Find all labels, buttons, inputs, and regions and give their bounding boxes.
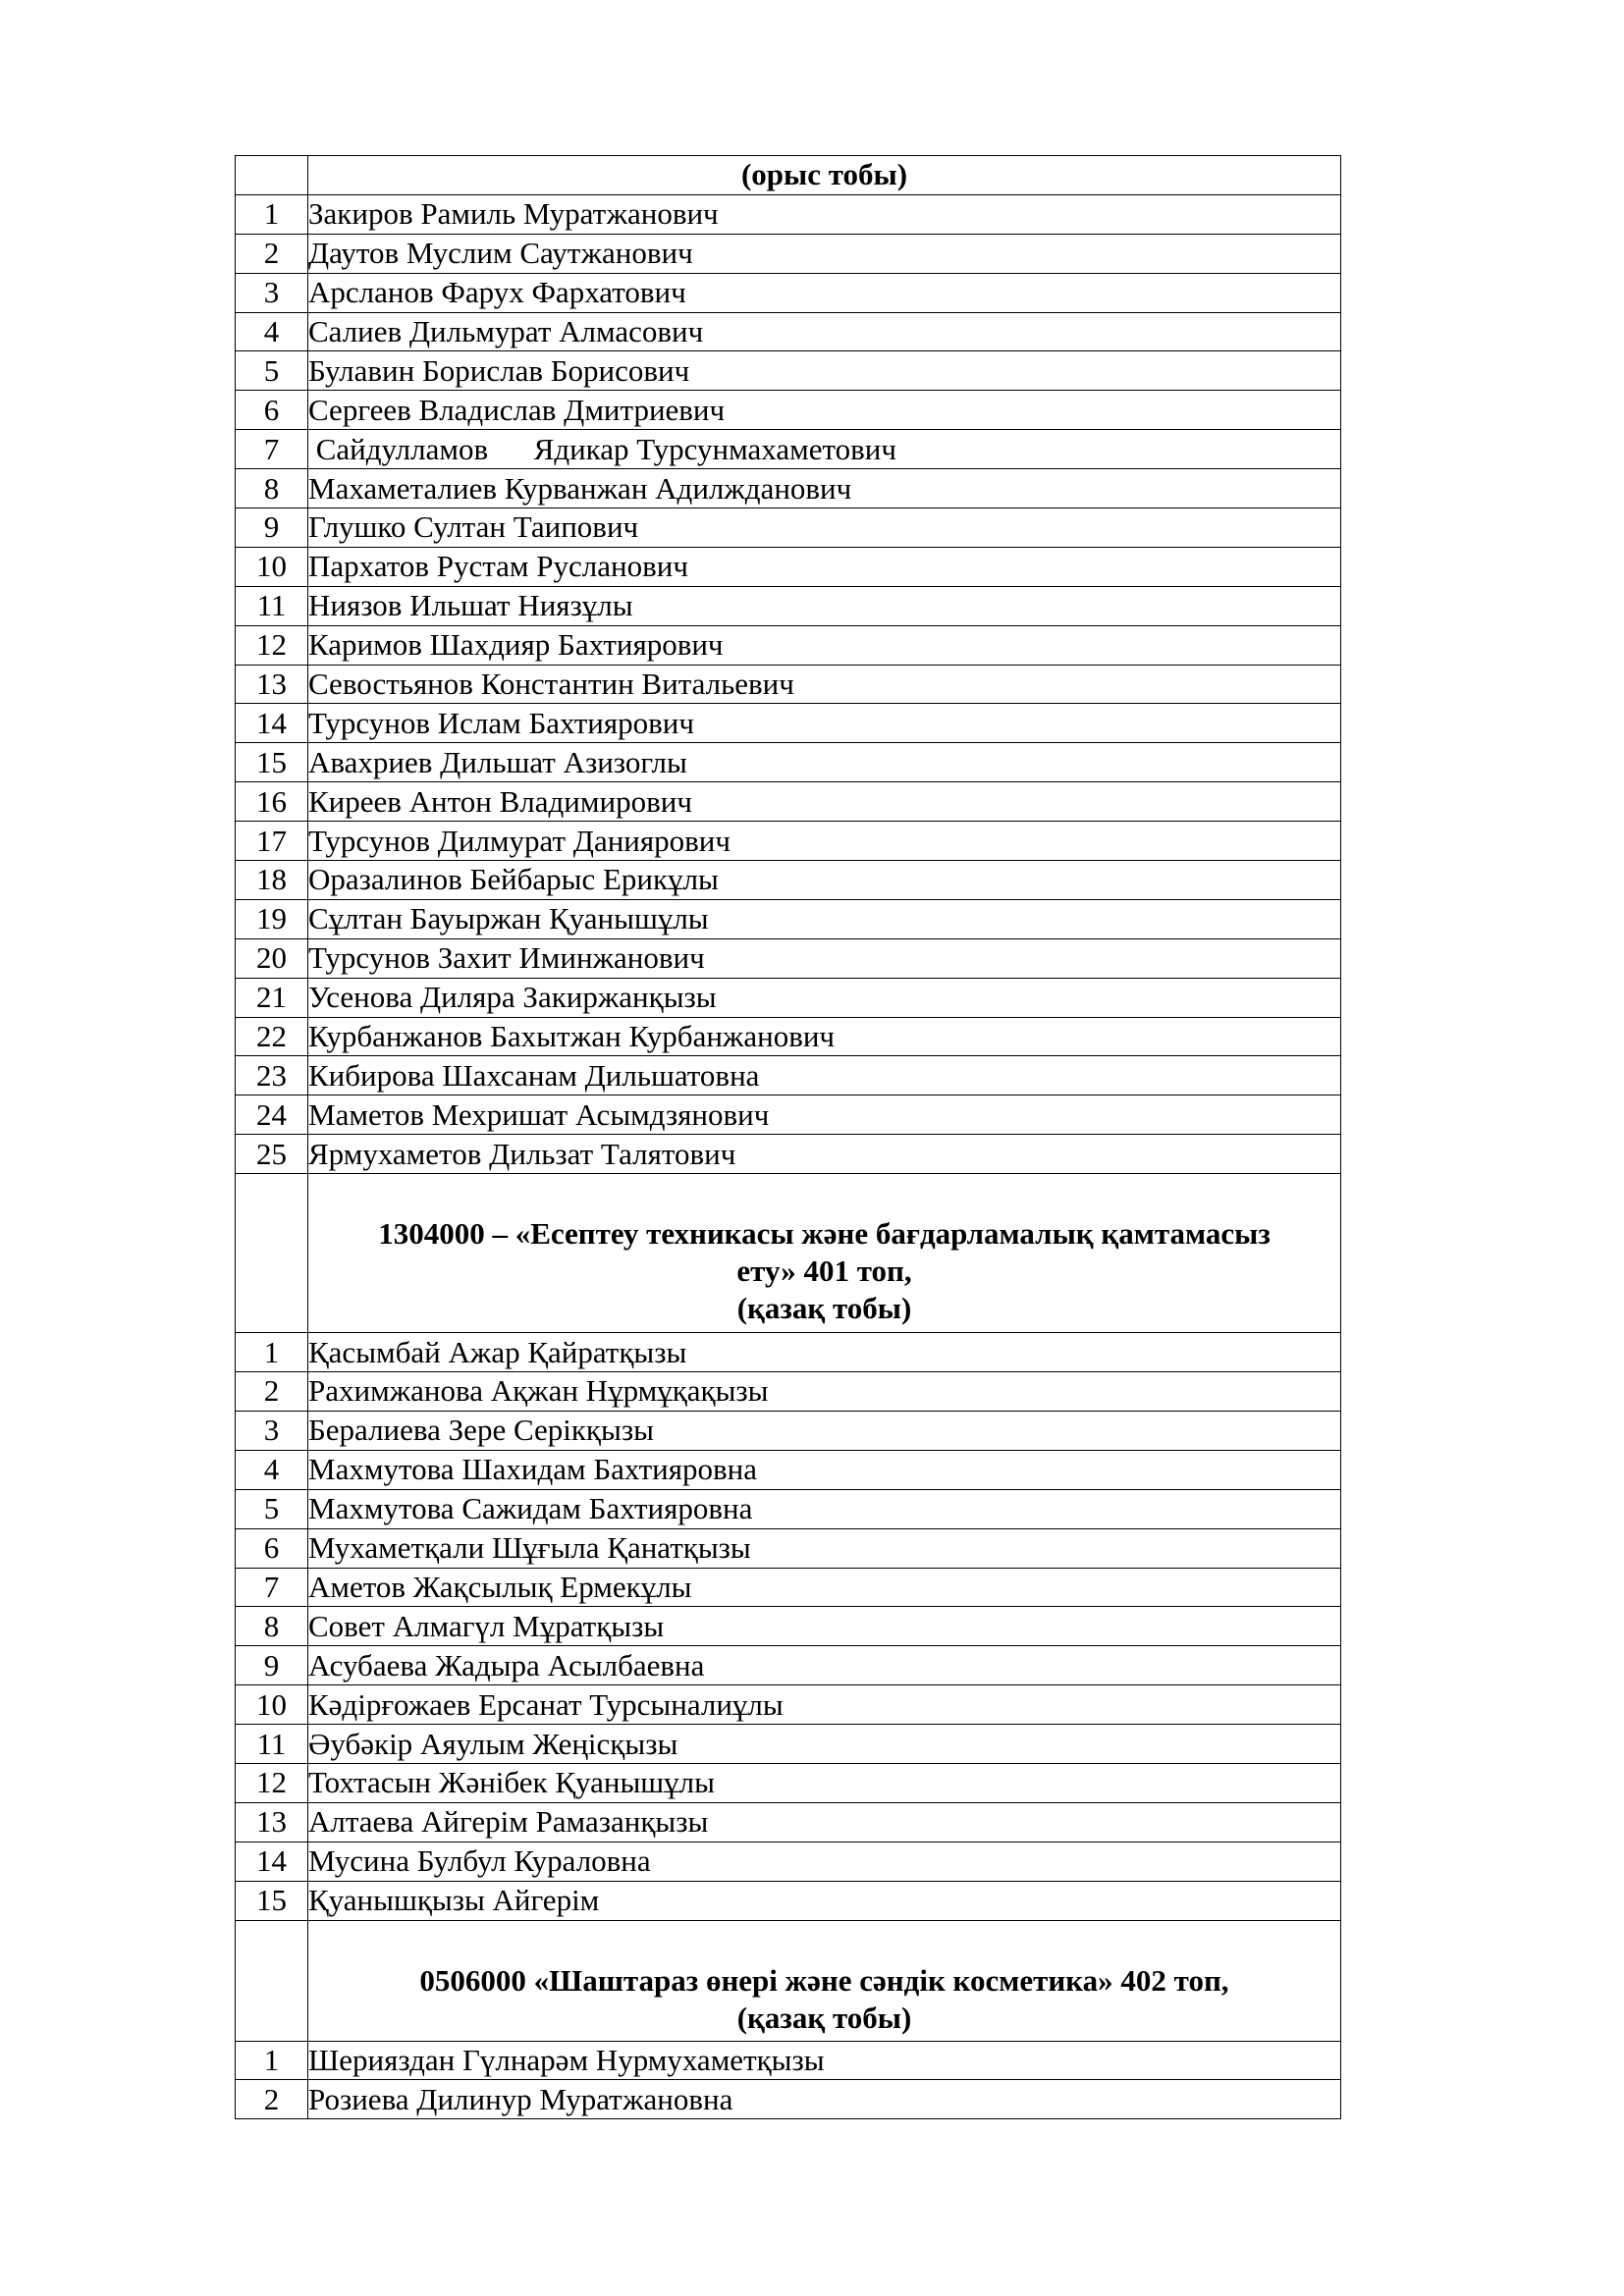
row-number: 9 [236, 1646, 308, 1685]
row-number: 9 [236, 508, 308, 548]
table-row [236, 1607, 1341, 1646]
student-name: Турсунов Ислам Бахтиярович [308, 704, 1341, 743]
section-heading-line: 0506000 «Шаштараз өнері және сәндік косметика» 402 топ, [419, 1962, 1229, 1998]
heading-number-cell [236, 1174, 308, 1333]
section-heading [308, 156, 1341, 195]
table-row [236, 312, 1341, 351]
row-number: 7 [236, 430, 308, 469]
student-name: Мухаметқали Шұғыла Қанатқызы [308, 1528, 1341, 1568]
table-row [236, 1017, 1341, 1056]
student-name: Қасымбай Ажар Қайратқызы [308, 1333, 1341, 1372]
student-name: Асубаева Жадыра Асылбаевна [308, 1646, 1341, 1685]
student-name: Бералиева Зере Серікқызы [308, 1411, 1341, 1450]
student-name: Оразалинов Бейбарыс Ерикұлы [308, 861, 1341, 900]
roster-body [236, 156, 1341, 2119]
row-number: 24 [236, 1095, 308, 1135]
student-name: Усенова Диляра Закиржанқызы [308, 978, 1341, 1017]
table-row [236, 1489, 1341, 1528]
student-name: Махаметалиев Курванжан Адилжданович [308, 469, 1341, 508]
table-row [236, 743, 1341, 782]
table-row [236, 1135, 1341, 1174]
table-row [236, 1842, 1341, 1881]
row-number: 23 [236, 1056, 308, 1095]
table-row [236, 1568, 1341, 1607]
student-name: Турсунов Захит Иминжанович [308, 938, 1341, 978]
table-row [236, 899, 1341, 938]
row-number: 1 [236, 2041, 308, 2080]
row-number: 1 [236, 1333, 308, 1372]
table-row [236, 194, 1341, 234]
table-row [236, 469, 1341, 508]
row-number: 8 [236, 469, 308, 508]
row-number: 17 [236, 822, 308, 861]
table-row [236, 547, 1341, 586]
row-number: 10 [236, 547, 308, 586]
student-name: Розиева Дилинур Муратжановна [308, 2080, 1341, 2119]
student-name: Ярмухаметов Дильзат Талятович [308, 1135, 1341, 1174]
row-number: 19 [236, 899, 308, 938]
section-heading [308, 1920, 1341, 2041]
row-number: 14 [236, 1842, 308, 1881]
row-number: 12 [236, 1763, 308, 1802]
student-name: Даутов Муслим Саутжанович [308, 234, 1341, 273]
table-row [236, 391, 1341, 430]
table-row [236, 1725, 1341, 1764]
student-name: Мусина Булбул Куралoвна [308, 1842, 1341, 1881]
row-number: 4 [236, 1450, 308, 1489]
row-number: 20 [236, 938, 308, 978]
student-name: Закиров Рамиль Муратжанович [308, 194, 1341, 234]
student-name: Сұлтан Бауыржан Қуанышұлы [308, 899, 1341, 938]
table-row [236, 1802, 1341, 1842]
row-number: 6 [236, 1528, 308, 1568]
row-number: 11 [236, 586, 308, 625]
student-name: Шерияздан Гүлнарәм Нурмухаметқызы [308, 2041, 1341, 2080]
row-number: 21 [236, 978, 308, 1017]
table-row [236, 978, 1341, 1017]
table-row [236, 351, 1341, 391]
student-name: Совет Алмагүл Мұратқызы [308, 1607, 1341, 1646]
section-heading [308, 1174, 1341, 1333]
row-number: 3 [236, 273, 308, 312]
table-row [236, 1685, 1341, 1725]
row-number: 2 [236, 2080, 308, 2119]
row-number: 12 [236, 625, 308, 665]
table-row [236, 1372, 1341, 1412]
row-number: 18 [236, 861, 308, 900]
section-heading-row [236, 1920, 1341, 2041]
table-row [236, 665, 1341, 704]
student-name: Булавин Борислав Борисович [308, 351, 1341, 391]
student-name: Махмутова Сажидам Бахтияровна [308, 1489, 1341, 1528]
table-row [236, 234, 1341, 273]
section-heading-line: (қазақ тобы) [736, 2000, 912, 2035]
table-row [236, 508, 1341, 548]
student-name: Кәдірғожаев Ерсанат Турсыналиұлы [308, 1685, 1341, 1725]
section-heading-line: 1304000 – «Есептеу техникасы және бағдарламалық қамтамасыз [378, 1215, 1271, 1251]
row-number: 13 [236, 665, 308, 704]
section-heading-line: (орыс тобы) [740, 157, 908, 192]
student-name: Авахриев Дильшат Азизоглы [308, 743, 1341, 782]
student-name: Әубәкір Аяулым Жеңісқызы [308, 1725, 1341, 1764]
student-name: Қуанышқызы Айгерім [308, 1881, 1341, 1920]
table-row [236, 1450, 1341, 1489]
student-name: Махмутова Шахидам Бахтияровна [308, 1450, 1341, 1489]
row-number: 7 [236, 1568, 308, 1607]
student-name: Салиев Дильмурат Алмасович [308, 312, 1341, 351]
row-number: 14 [236, 704, 308, 743]
student-name: Курбанжанов Бахытжан Курбанжанович [308, 1017, 1341, 1056]
student-name: Ниязов Ильшат Ниязұлы [308, 586, 1341, 625]
row-number: 10 [236, 1685, 308, 1725]
student-name: Маметов Мехришат Асымдзянович [308, 1095, 1341, 1135]
table-row [236, 1333, 1341, 1372]
table-row [236, 1528, 1341, 1568]
row-number: 15 [236, 743, 308, 782]
row-number: 2 [236, 1372, 308, 1412]
student-name: Аметов Жақсылық Ермекұлы [308, 1568, 1341, 1607]
table-row [236, 625, 1341, 665]
student-name: Глушко Султан Таипович [308, 508, 1341, 548]
section-heading-line: ету» 401 топ, [736, 1253, 912, 1288]
row-number: 5 [236, 351, 308, 391]
row-number: 8 [236, 1607, 308, 1646]
section-heading-line: (қазақ тобы) [736, 1290, 912, 1325]
table-row [236, 1095, 1341, 1135]
student-name: Алтаева Айгерім Рамазанқызы [308, 1802, 1341, 1842]
table-row [236, 1763, 1341, 1802]
student-name: Кибирова Шахсанам Дильшатовна [308, 1056, 1341, 1095]
student-name: Каримов Шахдияр Бахтиярович [308, 625, 1341, 665]
student-name: Сайдулламов Ядикар Турсунмахаметович [308, 430, 1341, 469]
table-row [236, 273, 1341, 312]
row-number: 11 [236, 1725, 308, 1764]
table-row [236, 586, 1341, 625]
table-row [236, 782, 1341, 822]
table-row [236, 822, 1341, 861]
row-number: 13 [236, 1802, 308, 1842]
table-row [236, 1646, 1341, 1685]
table-row [236, 2041, 1341, 2080]
row-number: 25 [236, 1135, 308, 1174]
student-name: Турсунов Дилмурат Даниярович [308, 822, 1341, 861]
student-name: Тохтасын Жәнібек Қуанышұлы [308, 1763, 1341, 1802]
student-name: Рахимжанова Ақжан Нұрмұқақызы [308, 1372, 1341, 1412]
table-row [236, 861, 1341, 900]
row-number: 1 [236, 194, 308, 234]
table-row [236, 704, 1341, 743]
student-name: Севостьянов Константин Витальевич [308, 665, 1341, 704]
row-number: 4 [236, 312, 308, 351]
section-heading-row [236, 1174, 1341, 1333]
row-number: 22 [236, 1017, 308, 1056]
row-number: 3 [236, 1411, 308, 1450]
row-number: 6 [236, 391, 308, 430]
student-name: Арсланов Фарух Фархатович [308, 273, 1341, 312]
table-row [236, 2080, 1341, 2119]
student-name: Сергеев Владислав Дмитриевич [308, 391, 1341, 430]
student-name: Пархатов Рустам Русланович [308, 547, 1341, 586]
table-row [236, 938, 1341, 978]
table-row [236, 1056, 1341, 1095]
heading-number-cell [236, 156, 308, 195]
row-number: 16 [236, 782, 308, 822]
table-row [236, 1411, 1341, 1450]
row-number: 5 [236, 1489, 308, 1528]
student-roster-table [235, 155, 1341, 2119]
row-number: 2 [236, 234, 308, 273]
table-row [236, 430, 1341, 469]
section-heading-row [236, 156, 1341, 195]
row-number: 15 [236, 1881, 308, 1920]
table-row [236, 1881, 1341, 1920]
student-name: Киреев Антон Владимирович [308, 782, 1341, 822]
heading-number-cell [236, 1920, 308, 2041]
